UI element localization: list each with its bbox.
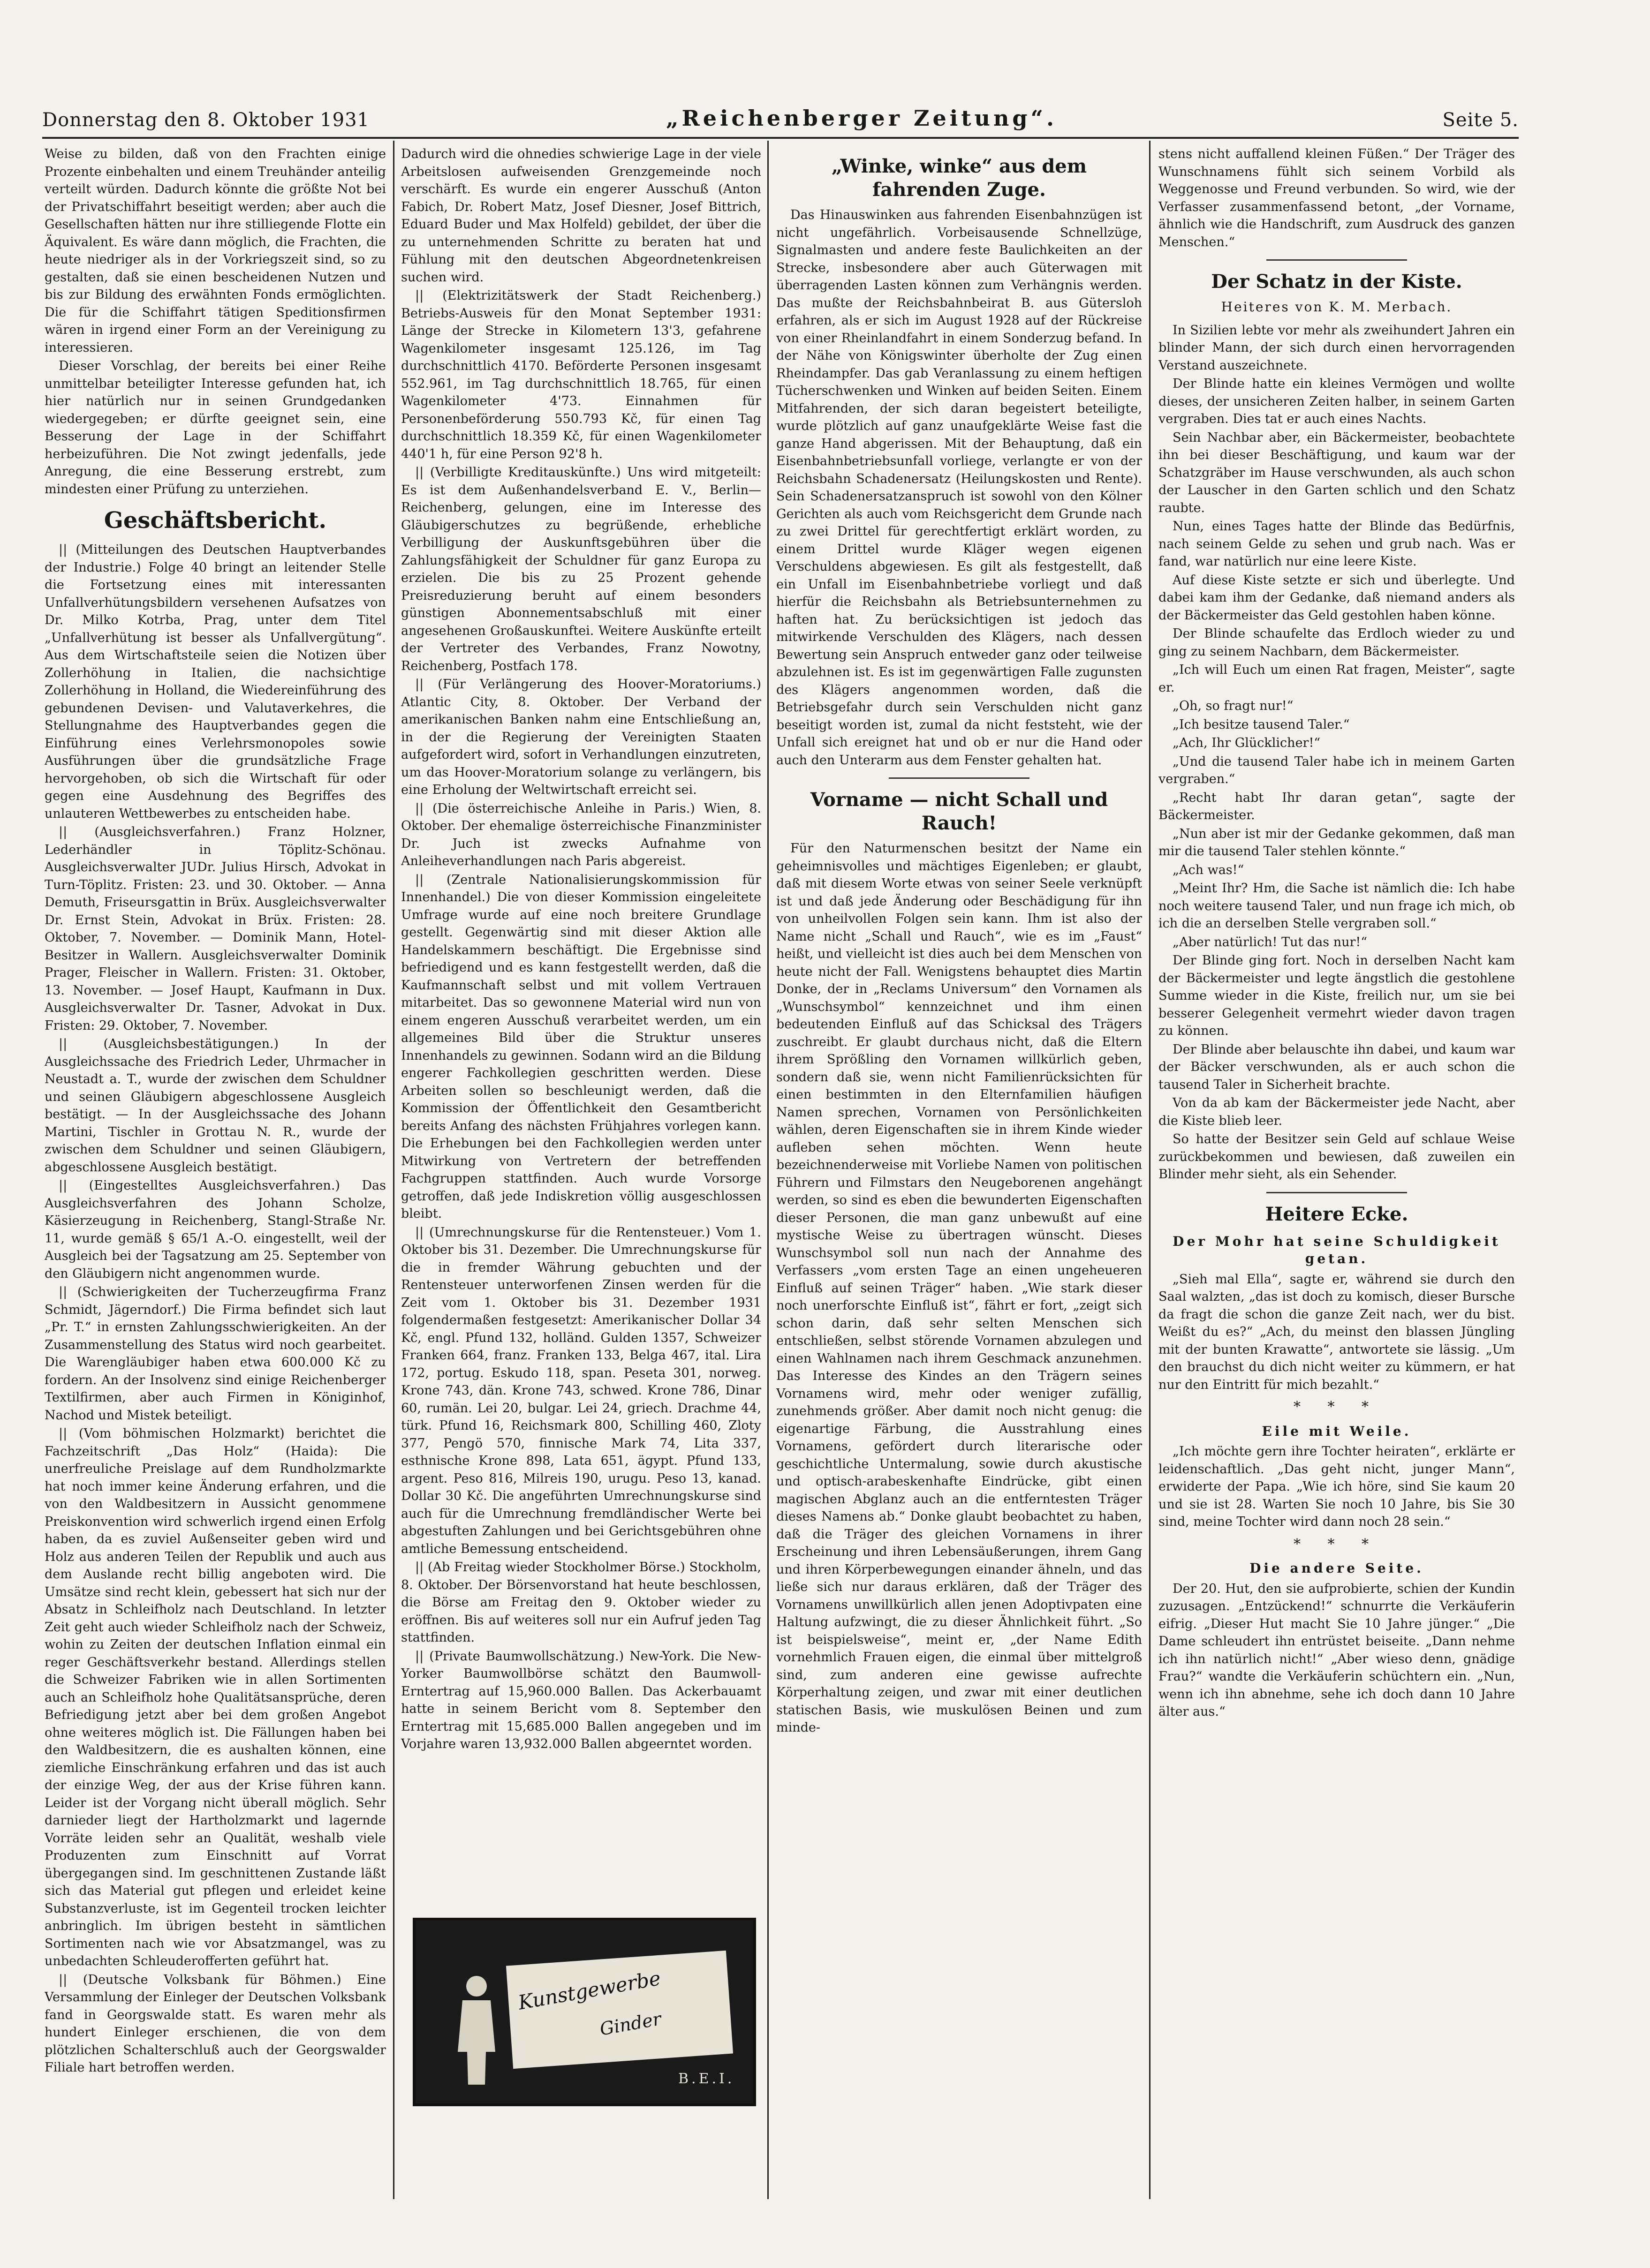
news-item: || (Zentrale Nationalisierungskommission für Innenhandel.) Die von dieser Kommission eingeleitete Umfrage wurde auf eine noch breitere Grundlage gestellt. Gegenwärtig sind mit dieser Aktion alle Handelskammern beschäftigt. Die Ergebnisse sind befriedigend und es kann festgestellt werden, daß die Kaufmannschaft selbst und mit vollem Vertrauen mitarbeitet. Das so gewonnene Material wird nun von einem engeren Ausschuß verarbeitet werden, um ein allgemeines Bild über die Struktur unseres Innenhandels zu gewinnen. Sodann wird an die Bildung engerer Fachkollegien geschritten werden. Diese Arbeiten sollen so beschleunigt werden, daß die Kommission der Öffentlichkeit den Gesamtbericht bereits Anfang des nächsten Frühjahres vorlegen kann. Die Erhebungen bei den Fachkollegien werden unter Mitwirkung von Vertretern der betreffenden Fachgruppen stattfinden. Auch wurde Vorsorge getroffen, daß jede Indiskretion völlig ausgeschlossen bleibt.: [401, 872, 761, 1221]
article-text: Das Hinauswinken aus fahrenden Eisenbahnzügen ist nicht ungefährlich. Vorbeisausende Schnellzüge, Signalmasten und andere feste Baulichkeiten an der Strecke, insbesondere aber auch Güterwagen mit überragenden Lasten können zum Verhängnis werden. Das mußte der Reichsbahnbeirat B. aus Gütersloh erfahren, als er sich im August 1928 auf der Rückreise von einer Rheinlandfahrt in einem Sonderzug befand. In der Nähe von Königswinter überholte der Zug einen Rheindampfer. Das gab Veranlassung zu einem heftigen Tücherschwenken und Winken auf beiden Seiten. Einem Mitfahrenden, der sich daran begeistert beteiligte, wurde plötzlich auf ganz unaufgeklärte Weise fast die ganze Hand abgerissen. Mit der Behauptung, daß ein Eisenbahnbetriebsunfall vorliege, verlangte er von der Reichsbahn Schadenersatz (Heilungskosten und Rente). Sein Schadenersatzanspruch ist sowohl von den Kölner Gerichten als auch vom Reichsgericht dem Grunde nach zu zwei Drittel für gerechtfertigt erklärt worden, zu einem Drittel wurde Kläger wegen eigenen Verschuldens abgewiesen. Es gilt als festgestellt, daß ein Unfall im Eisenbahnbetriebe vorliegt und daß hierfür die Reichsbahn als Betriebsunternehmen zu haften hat. Zu berücksichtigen ist jedoch das mitwirkende Verschulden des Klägers, nach dessen Bewertung sein Anspruch entweder ganz oder teilweise abzulehnen ist. Es ist im gegenwärtigen Falle zugunsten des Klägers angenommen worden, daß die Betriebsgefahr durch sein Verschulden nicht ganz beseitigt worden ist, zumal da nicht feststeht, wie der Unfall sich ereignet hat und ob er nur die Hand oder auch den Unterarm aus dem Fenster gehalten hat.: [776, 208, 1142, 768]
story-paragraph: Sein Nachbar aber, ein Bäckermeister, beobachtete ihn bei dieser Beschäftigung, und kaum war der Schatzgräber im Hause verschwunden, als auch schon der Lauscher in den Garten schlich und den Schatz raubte.: [1158, 430, 1515, 515]
story-paragraph: So hatte der Besitzer sein Geld auf schlaue Weise zurückbekommen und bewiesen, daß zuweilen ein Blinder mehr sieht, als ein Sehender.: [1158, 1132, 1515, 1182]
news-item: || (Umrechnungskurse für die Rentensteuer.) Vom 1. Oktober bis 31. Dezember. Die Umrechnungskurse für die in fremder Währung gebuchten und der Rentensteuer unterworfenen Zinsen werden für die Zeit vom 1. Oktober bis 31. Dezember 1931 folgendermaßen festgesetzt: Amerikanischer Dollar 34 Kč, engl. Pfund 132, holländ. Gulden 1357, Schweizer Franken 664, franz. Franken 133, Belga 467, ital. Lira 172, portug. Eskudo 118, span. Peseta 301, norweg. Krone 743, dän. Krone 743, schwed. Krone 786, Dinar 60, rumän. Lei 20, bulgar. Lei 24, griech. Drachme 44, türk. Pfund 16, Reichsmark 800, Schilling 460, Zloty 377, Pengö 570, finnische Mark 74, Lita 337, esthnische Krone 898, Lata 651, ägypt. Pfund 133, argent. Peso 816, Milreis 190, urugu. Peso 13, kanad. Dollar 30 Kč. Die angeführten Umrechnungskurse sind auch für die Umrechnung fremdländischer Werte bei abgestuften Zahlungen und bei Gerichtsgebühren ohne amtliche Bemessung entscheidend.: [401, 1225, 761, 1556]
column-rule-1: [393, 141, 394, 2199]
separator-stars: * * *: [1293, 1536, 1380, 1552]
story-paragraph: „Ich besitze tausend Taler.“: [1173, 717, 1350, 732]
story-paragraph: „Meint Ihr? Hm, die Sache ist nämlich die: Ich habe noch weitere tausend Taler, und nun frage ich mich, ob ich die an derselben Stelle vergraben soll.“: [1158, 881, 1515, 931]
story-paragraph: Nun, eines Tages hatte der Blinde das Bedürfnis, nach seinem Gelde zu sehen und grub nach. Was er fand, war natürlich nur eine leere Kiste.: [1158, 519, 1515, 569]
story-paragraph: In Sizilien lebte vor mehr als zweihundert Jahren ein blinder Mann, der sich durch einen hervorragenden Verstand auszeichnete.: [1158, 323, 1515, 373]
news-item: || (Ab Freitag wieder Stockholmer Börse.) Stockholm, 8. Oktober. Der Börsenvorstand hat heute beschlossen, die Börse am Freitag den 9. Oktober wieder zu eröffnen. Bis auf weiteres soll nur ein Aufruf jeden Tag stattfinden.: [401, 1560, 761, 1645]
joke-text: „Sieh mal Ella“, sagte er, während sie durch den Saal walzten, „das ist doch zu komisch, dieser Bursche da fragt die schon die ganze Zeit nach, wer du bist. Weißt du es?“ „Ach, du meinst den blassen Jüngling mit der bunten Krawatte“, antwortete sie lässig. „Um den brauchst du dich nicht weiter zu kümmern, er hat nur den Eintritt für mich bezahlt.“: [1158, 1272, 1515, 1392]
joke-title: Der Mohr hat seine Schuldigkeit getan.: [1173, 1233, 1501, 1266]
joke-text: „Ich möchte gern ihre Tochter heiraten“, erklärte er leidenschaftlich. „Das geht nicht, junger Mann“, erwiderte der Papa. „Wie ich höre, sind Sie kaum 20 und sie ist 28. Warten Sie noch 10 Jahre, bis Sie 30 sind, meine Tochter wird dann noch 28 sein.“: [1158, 1444, 1515, 1529]
news-item: || (Verbilligte Kreditauskünfte.) Uns wird mitgeteilt: Es ist dem Außenhandelsverband E. V., Berlin—Reichenberg, gelungen, eine im Interesse des Gläubigerschutzes zu begrüßende, erhebliche Verbilligung der Auskunftsgebühren über die Zahlungsfähigkeit der Schuldner für ganz Europa zu erzielen. Die bis zu 25 Prozent gehende Preisreduzierung beruht auf einem besonders günstigen Abonnementsabschluß mit einer angesehenen Großauskunftei. Weitere Auskünfte erteilt der Vertreter des Verbandes, Franz Nowotny, Reichenberg, Postfach 178.: [401, 465, 761, 673]
news-item: || (Ausgleichsverfahren.) Franz Holzner, Lederhändler in Töplitz-Schönau. Ausgleichsverwalter JUDr. Julius Hirsch, Advokat in Turn-Töplitz. Fristen: 23. und 30. Oktober. — Anna Demuth, Friseursgattin in Brüx. Ausgleichsverwalter Dr. Ernst Stein, Advokat in Brüx. Fristen: 28. Oktober, 7. November. — Dominik Mann, Hotel-Besitzer in Wallern. Ausgleichsverwalter Dominik Prager, Fleischer in Wallern. Fristen: 31. Oktober, 13. November. — Josef Haupt, Kaufmann in Dux. Ausgleichsverwalter Dr. Tasner, Advokat in Dux. Fristen: 29. Oktober, 7. November.: [45, 825, 386, 1033]
article-headline: Vorname — nicht Schall und Rauch!: [810, 789, 1108, 834]
masthead: [42, 105, 1519, 134]
story-paragraph: „Oh, so fragt nur!“: [1173, 699, 1294, 713]
column-3: [776, 145, 1142, 2194]
news-item: || (Mitteilungen des Deutschen Hauptverbandes der Industrie.) Folge 40 bringt an leitender Stelle die Fortsetzung eines mit interessanten Unfallverhütungsbildern versehenen Aufsatzes von Dr. Milko Kotrba, Prag, unter dem Titel „Unfallverhütung ist besser als Unfallvergütung“. Aus dem Wirtschaftsteile seien die Notizen über Zollerhöhung in Italien, die nachsichtige Zollerhöhung in Holland, die Wiedereinführung des gebundenen Devisen- und Valutaverkehres, die Stellungnahme des Hauptverbandes gegen die Einführung eines Verlehrsmonopoles sowie Ausführungen über die grundsätzliche Frage hervorgehoben, ob sich die Wirtschaft für oder gegen eine Ausdehnung des Begriffes des unlauteren Wettbewerbes zu entscheiden habe.: [45, 543, 386, 821]
advertisement-line-2: Ginder: [598, 2008, 663, 2040]
issue-date: Donnerstag den 8. Oktober 1931: [42, 109, 370, 131]
news-item: || (Eingestelltes Ausgleichsverfahren.) Das Ausgleichsverfahren des Johann Scholze, Käsierzeugung in Reichenberg, Stangl-Straße Nr. 11, wurde gemäß § 65/1 A.-O. eingestellt, weil der Ausgleich bei der Tagsatzung am 25. September von den Gläubigern nicht angenommen wurde.: [45, 1178, 386, 1281]
news-item: || (Deutsche Volksbank für Böhmen.) Eine Versammlung der Einleger der Deutschen Volksbank fand in Georgswalde statt. Es waren mehr als hundert Einleger erschienen, die von dem plötzlichen Schalterschluß auch der Georgswalder Filiale hart betroffen werden.: [45, 1972, 386, 2075]
joke-title: Eile mit Weile.: [1262, 1423, 1412, 1439]
story-paragraph: Der Blinde ging fort. Noch in derselben Nacht kam der Bäckermeister und legte ängstlich die gestohlene Summe wieder in die Kiste, freilich nur, um sie bei besserer Gelegenheit vermehrt wieder davon tragen zu können.: [1158, 953, 1515, 1038]
story-paragraph: Der Blinde aber belauschte ihn dabei, und kaum war der Bäcker verschwunden, als er auch schon die tausend Taler in Sicherheit brachte.: [1158, 1042, 1515, 1092]
column-2: [401, 145, 761, 1908]
story-paragraph: „Ach, Ihr Glücklicher!“: [1173, 736, 1321, 750]
newspaper-title: „Reichenberger Zeitung“.: [666, 105, 1058, 131]
story-paragraph: Der Blinde schaufelte das Erdloch wieder zu und ging zu seinem Nachbarn, dem Bäckermeister.: [1158, 626, 1515, 659]
news-item: || (Vom böhmischen Holzmarkt) berichtet die Fachzeitschrift „Das Holz“ (Haida): Die unerfreuliche Preislage auf dem Rundholzmarkte hat noch immer keine Änderung erfahren, und die von den Waldbesitzern in Aussicht genommene Preiskonvention wird schwerlich irgend einen Erfolg haben, da es zuviel Außenseiter geben wird und Holz aus anderen Teilen der Republik und auch aus dem Auslande recht billig angeboten wird. Die Umsätze sind recht klein, gebessert hat sich nur der Absatz in Schleifholz nach Deutschland. In letzter Zeit geht auch wieder Schleifholz nach der Schweiz, wohin zu Zeiten der deutschen Inflation einmal ein reger Geschäftsverkehr bestand. Allerdings stellen die Schweizer Fabriken wie in allen Sortimenten auch an Schleifholz hohe Qualitätsansprüche, deren Befriedigung jetzt aber bei dem großen Angebot ohne weiteres möglich ist. Die Fällungen haben bei den Waldbesitzern, die es aushalten können, eine ziemliche Einschränkung erfahren und das ist auch der einzige Weg, der aus der Krise führen kann. Leider ist der Vorgang nicht überall möglich. Sehr darnieder liegt der Hartholzmarkt und lagernde Vorräte leiden sehr an Qualität, weshalb viele Produzenten zum Einschnitt auf Vorrat übergegangen sind. Im geschnittenen Zustande läßt sich das Material gut pflegen und erleidet keine Substanzverluste, ist im Gegenteil trocken leichter anbringlich. Im übrigen besteht in sämtlichen Sortimenten nach wie vor Absatzmangel, was zu unbedachten Schleuderofferten geführt hat.: [45, 1426, 386, 1968]
column-rule-3: [1149, 141, 1150, 2199]
article-text: stens nicht auffallend kleinen Füßen.“ Der Träger des Wunschnamens fühlt sich seinem Vorbild als Weggenosse und Freund verbunden. So wird, wie der Verfasser zusammenfassend betont, „der Vorname, ähnlich wie die Handschrift, zum Ausdruck des ganzen Menschen.“: [1158, 147, 1515, 249]
column-4: [1158, 145, 1515, 2194]
section-heading: Heitere Ecke.: [1265, 1203, 1408, 1225]
separator-stars: * * *: [1293, 1399, 1380, 1415]
news-item: || (Ausgleichsbestätigungen.) In der Ausgleichssache des Friedrich Leder, Uhrmacher in Neustadt a. T., wurde der zwischen dem Schuldner und seinen Gläubigern abgeschlossene Ausgleich bestätigt. — In der Ausgleichssache des Johann Martini, Tischler in Grottau N. R., wurde der zwischen dem Schuldner und seinen Gläubigern, abgeschlossene Ausgleich bestätigt.: [45, 1037, 386, 1175]
advertisement-sign: [506, 1951, 733, 2069]
article-text: Für den Naturmenschen besitzt der Name ein geheimnisvolles und mächtiges Eigenleben; er glaubt, daß mit diesem Worte etwas von seiner Seele verknüpft ist und daß jede Änderung oder Beschädigung für ihn von unheilvollen Folgen sein kann. Ihm ist also der Name nicht „Schall und Rauch“, wie es im „Faust“ heißt, und vielleicht ist dies auch bei dem Menschen von heute nicht der Fall. Wenigstens behauptet dies Martin Donke, der in „Reclams Universum“ den Vornamen als „Wunschsymbol“ kennzeichnet und ihm einen bedeutenden Einfluß auf das Schicksal des Trägers zuschreibt. Er glaubt durchaus nicht, daß die Eltern ihrem Sprößling den Vornamen willkürlich geben, sondern daß sie, wenn nicht Familienrücksichten für einen bestimmten in den Elternfamilien häufigen Namen sprechen, Vornamen von Persönlichkeiten wählen, deren Eigenschaften sie in ihrem Kinde wieder aufleben sehen möchten. Wenn heute bezeichnenderweise mit Vorliebe Namen von politischen Führern und Filmstars den Neugeborenen angehängt werden, so sind es eben die bewunderten Eigenschaften dieser Personen, die man ganz unbewußt auf eine mystische Weise zu übertragen wünscht. Dieses Wunschsymbol soll nun nach der Annahme des Verfassers „vom ersten Tage an einen ungeheueren Einfluß auf seinen Träger“ haben. „Wie stark dieser noch unerforschte Einfluß ist“, fährt er fort, „zeigt sich schon darin, daß sehr selten Menschen sich entschließen, selbst störende Vornamen abzulegen und einen Wahlnamen nach ihrem Geschmack anzunehmen. Das Interesse des Kindes an den Trägern seines Vornamens wird, mehr oder weniger zufällig, zunehmends größer. Aber damit noch nicht genug: die eigenartige Färbung, die Ausstrahlung eines Vornamens, gefördert durch literarische oder geschichtliche Untermalung, sowie durch akustische und optisch-arabeskenhafte Eindrücke, gibt einen magischen Abglanz auch an die entferntesten Träger dieses Namens ab.“ Donke glaubt beobachtet zu haben, daß die Träger des gleichen Vornamens in ihrer Erscheinung und ihren Lebensäußerungen, ihrem Gang und ihren Körperbewegungen einander ähneln, und das ließe sich nur daraus erklären, daß der Träger des Vornamens unwillkürlich allen jenen Adoptivpaten eine Haltung aufzwingt, die zu dieser Ähnlichkeit führt. „So ist beispielsweise“, meint er, „der Name Edith vornehmlich Frauen eigen, die einmal über mittelgroß sind, zum anderen eine gewisse aufrechte Körperhaltung zeigen, und zwar mit einer deutlichen statischen Basis, wie muskulösen Beinen und zum minde-: [776, 841, 1142, 1735]
news-item: || (Elektrizitätswerk der Stadt Reichenberg.) Betriebs-Ausweis für den Monat September 1931: Länge der Strecke in Kilometern 13'3, gefahrene Wagenkilometer insgesamt 125.126, im Tag durchschnittlich 4170. Beförderte Personen insgesamt 552.961, im Tag durchschnittlich 18.765, für einen Wagenkilometer 4'73. Einnahmen für Personenbeförderung 550.793 Kč, für einen Tag durchschnittlich 18.359 Kč, für einen Wagenkilometer 440'1 h, für eine Person 92'8 h.: [401, 288, 761, 461]
article-text: Weise zu bilden, daß von den Frachten einige Prozente einbehalten und einem Treuhänder anteilig verteilt würden. Dadurch könnte die größte Not bei der Privatschiffahrt beseitigt werden; aber auch die Gesellschaften hätten nur ihre stilliegende Flotte ein Äquivalent. Es wäre dann möglich, die Frachten, die heute niedriger als in der Vorkriegszeit sind, so zu gestalten, daß sie einen bescheidenen Nutzen und bis zur Bildung des erwähnten Fonds ermöglichten. Die für die Schiffahrt tätigen Speditionsfirmen wären in irgend einer Form an der Vereinigung zu interessieren.: [45, 147, 386, 355]
story-paragraph: „Nun aber ist mir der Gedanke gekommen, daß man mir die tausend Taler stehlen könnte.“: [1158, 826, 1515, 859]
article-divider: [889, 777, 1029, 779]
article-headline: „Winke, winke“ aus dem fahrenden Zuge.: [831, 155, 1087, 201]
byline: Heiteres von K. M. Merbach.: [1221, 299, 1453, 315]
section-heading: Geschäftsbericht.: [104, 507, 327, 534]
story-paragraph: „Recht habt Ihr daran getan“, sagte der Bäckermeister.: [1158, 790, 1515, 822]
figure-silhouette-icon: [448, 1972, 505, 2085]
article-headline: Der Schatz in der Kiste.: [1211, 271, 1462, 293]
story-paragraph: „Und die tausend Taler habe ich in meinem Garten vergraben.“: [1158, 754, 1515, 786]
article-text: Dadurch wird die ohnedies schwierige Lage in der viele Arbeitslosen aufweisenden Grenzgemeinde noch verschärft. Es wurde ein engerer Ausschuß (Anton Fabich, Dr. Robert Matz, Josef Diesner, Josef Bittrich, Eduard Buder und Max Holfeld) gebildet, der über die zu unternehmenden Schritte zu beraten hat und Fühlung mit den deutschen Abgeordnetenkreisen suchen wird.: [401, 147, 761, 285]
news-item: || (Schwierigkeiten der Tucherzeugfirma Franz Schmidt, Jägerndorf.) Die Firma befindet sich laut „Pr. T.“ in ernsten Zahlungsschwierigkeiten. An der Zusammenstellung des Status wird noch gearbeitet. Die Warengläubiger haben etwa 600.000 Kč zu fordern. An der Insolvenz sind einige Reichenberger Textilfirmen, aber auch Firmen in Königinhof, Nachod und Mistek beteiligt.: [45, 1285, 386, 1423]
column-1: [45, 145, 386, 2194]
column-rule-2: [767, 141, 769, 2199]
news-item: || (Für Verlängerung des Hoover-Moratoriums.) Atlantic City, 8. Oktober. Der Verband der amerikanischen Banken nahm eine Entschließung an, in der die Regierung der Vereinigten Staaten aufgefordert wird, sofort in Verhandlungen einzutreten, um das Hoover-Moratorium solange zu verlängern, bis eine Erholung der Weltwirtschaft erreicht sei.: [401, 677, 761, 797]
joke-text: Der 20. Hut, den sie aufprobierte, schien der Kundin zuzusagen. „Entzückend!“ schnurrte die Verkäuferin eifrig. „Dieser Hut macht Sie 10 Jahre jünger.“ „Die Dame schleudert ihn entrüstet beiseite. „Dann nehme ich ihn natürlich nicht!“ „Aber wieso denn, gnädige Frau?“ wandte die Verkäuferin schüchtern ein. „Nun, wenn ich ihn abnehme, sehe ich doch dann 10 Jahre älter aus.“: [1158, 1581, 1515, 1719]
story-paragraph: „Ach was!“: [1173, 862, 1244, 877]
masthead-rule: [42, 137, 1519, 139]
page-number: Seite 5.: [1442, 109, 1519, 131]
article-text: Dieser Vorschlag, der bereits bei einer Reihe unmittelbar beteiligter Interesse gefunden hat, ich hier natürlich nur in seinen Grundgedanken wiedergegeben; er dürfte geeignet sein, eine Besserung der Lage in der Schiffahrt herbeizuführen. Die Not zwingt jedenfalls, jede Anregung, die eine Besserung erstrebt, zum mindesten einer Prüfung zu unterziehen.: [45, 359, 386, 497]
story-paragraph: „Ich will Euch um einen Rat fragen, Meister“, sagte er.: [1158, 663, 1515, 695]
story-paragraph: Von da ab kam der Bäckermeister jede Nacht, aber die Kiste blieb leer.: [1158, 1096, 1515, 1128]
news-item: || (Private Baumwollschätzung.) New-York. Die New-Yorker Baumwollbörse schätzt den Baumwoll-Erntertrag auf 15,960.000 Ballen. Das Ackerbauamt hatte in seinem Bericht vom 8. September den Erntertrag mit 15,685.000 Ballen angegeben und im Vorjahre waren 13,932.000 Ballen abgeerntet worden.: [401, 1649, 761, 1751]
story-paragraph: Auf diese Kiste setzte er sich und überlegte. Und dabei kam ihm der Gedanke, daß niemand anders als der Bäckermeister das Geld gestohlen haben könne.: [1158, 573, 1515, 623]
joke-title: Die andere Seite.: [1249, 1560, 1424, 1576]
article-divider: [1266, 1192, 1407, 1193]
advertisement-brand: B.E.I.: [678, 2071, 735, 2087]
story-paragraph: „Aber natürlich! Tut das nur!“: [1173, 934, 1368, 949]
article-divider: [1266, 259, 1407, 261]
story-paragraph: Der Blinde hatte ein kleines Vermögen und wollte dieses, der unsicheren Zeiten halber, in seinem Garten vergraben. Dies tat er auch eines Nachts.: [1158, 377, 1515, 426]
advertisement-image: [413, 1918, 756, 2106]
news-item: || (Die österreichische Anleihe in Paris.) Wien, 8. Oktober. Der ehemalige österreichische Finanzminister Dr. Juch ist zwecks Aufnahme von Anleiheverhandlungen nach Paris abgereist.: [401, 801, 761, 868]
advertisement-line-1: Kunstgewerbe: [516, 1967, 663, 2014]
